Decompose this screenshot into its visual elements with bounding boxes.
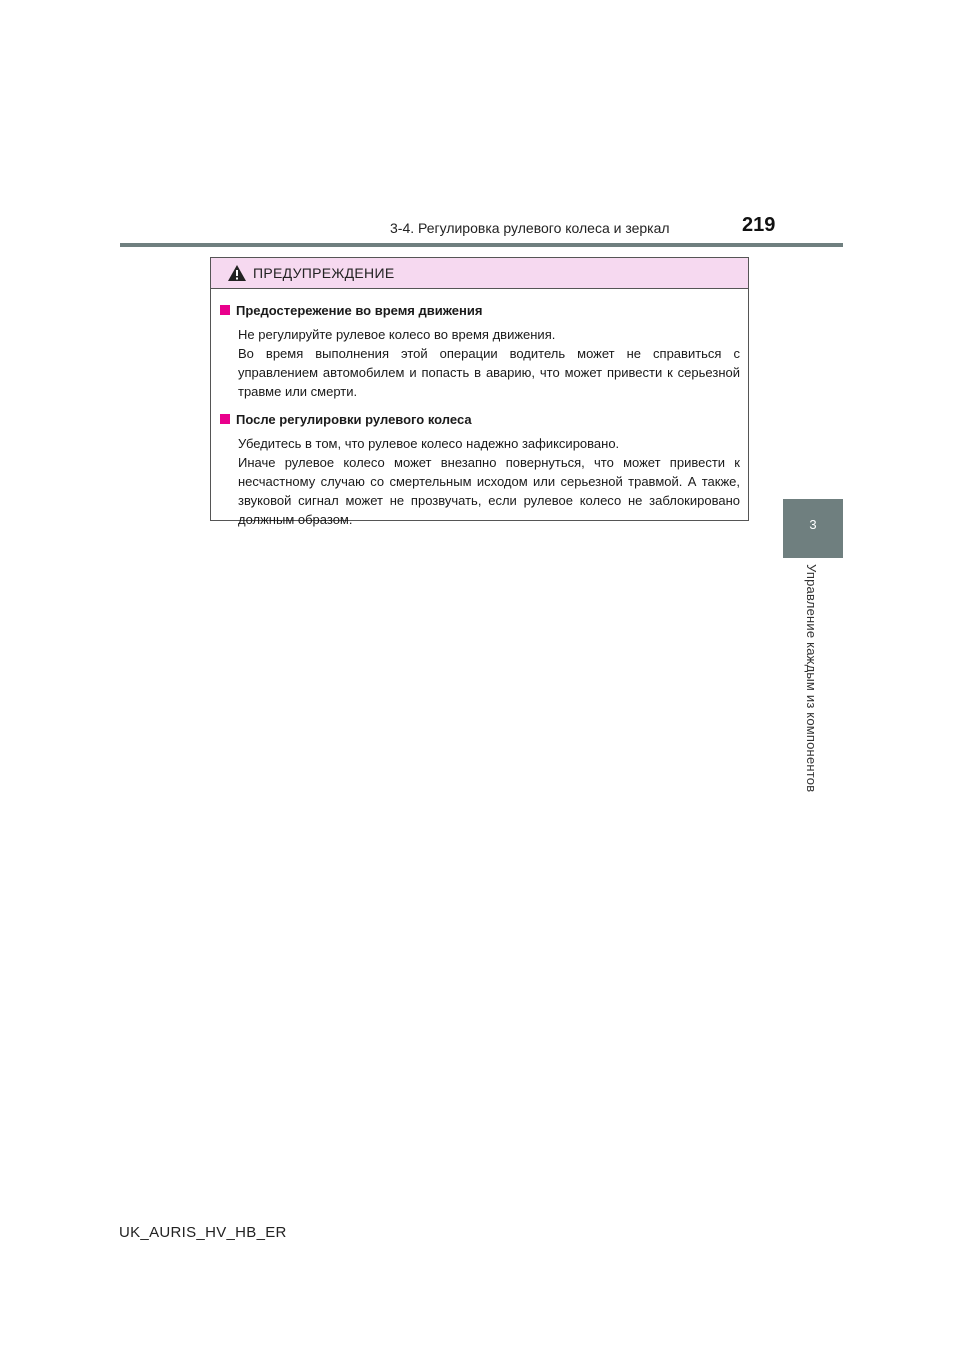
warning-section-title xyxy=(220,301,740,319)
warning-section-text xyxy=(238,434,740,529)
warning-section-title xyxy=(220,410,740,428)
page-number: 219 xyxy=(742,214,776,236)
paragraph: Во время выполнения этой операции водитель может не справиться с управлением автомобилем и попасть в аварию, что может привести к серьезной травме или смерти. xyxy=(238,346,740,399)
warning-section-title-text: Предостережение во время движения xyxy=(236,302,483,318)
warning-header xyxy=(211,258,748,289)
warning-box xyxy=(210,257,749,527)
section-header-title: 3-4. Регулировка рулевого колеса и зеркал xyxy=(390,220,670,236)
warning-section-text xyxy=(238,325,740,401)
document-code: UK_AURIS_HV_HB_ER xyxy=(119,1224,287,1241)
chapter-tab xyxy=(783,499,843,558)
header-divider xyxy=(120,243,843,247)
warning-triangle-icon xyxy=(227,264,247,282)
paragraph: Не регулируйте рулевое колесо во время движения. xyxy=(238,327,556,342)
warning-title: ПРЕДУПРЕЖДЕНИЕ xyxy=(253,265,395,281)
warning-body xyxy=(211,289,748,529)
chapter-label: Управление каждым из компонентов xyxy=(804,564,819,793)
bullet-square-icon xyxy=(220,414,230,424)
chapter-number: 3 xyxy=(809,517,817,532)
paragraph: Иначе рулевое колесо может внезапно повернуться, что может привести к несчастному случаю со смертельным исходом или серьезной травмой. А также, звуковой сигнал может не прозвучать, если рулевое колесо не заблокировано должным образом. xyxy=(238,455,740,527)
paragraph: Убедитесь в том, что рулевое колесо надежно зафиксировано. xyxy=(238,436,620,451)
warning-section-title-text: После регулировки рулевого колеса xyxy=(236,411,472,427)
bullet-square-icon xyxy=(220,305,230,315)
